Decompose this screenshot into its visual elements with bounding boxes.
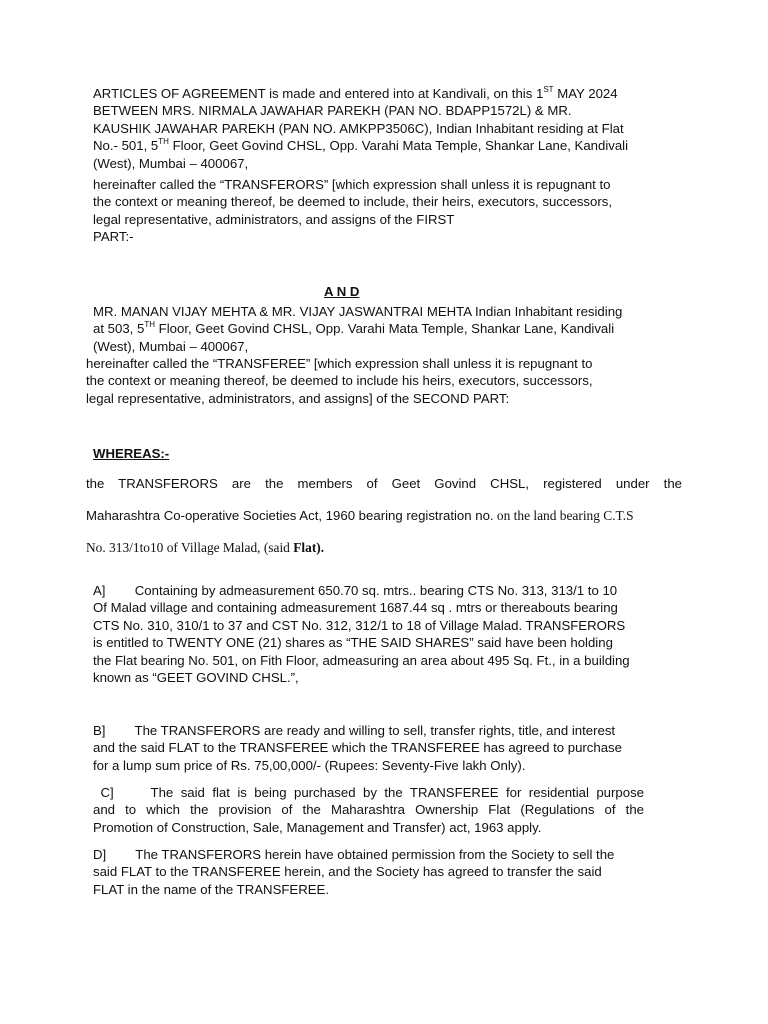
text-line: Promotion of Construction, Sale, Management and Transfer) act, 1963 apply. xyxy=(93,819,542,835)
text-line: PART:- xyxy=(93,229,134,245)
text-line: MR. MANAN VIJAY MEHTA & MR. VIJAY JASWANTRAI MEHTA Indian Inhabitant residing xyxy=(93,304,623,319)
text-line: FLAT in the name of the TRANSFEREE. xyxy=(93,881,330,897)
text-line: known as “GEET GOVIND CHSL.”, xyxy=(93,669,299,685)
intro-line: No.- 501, 5TH Floor, Geet Govind CHSL, Opp. Varahi Mata Temple, Shankar Lane, Kandivali xyxy=(93,136,629,154)
text-line: CTS No. 310, 310/1 to 37 and CST No. 312, 312/1 to 18 of Village Malad. TRANSFERORS xyxy=(93,617,626,633)
clause-a xyxy=(93,582,683,686)
whereas-line-3: No. 313/1to10 of Village Malad, (said Flat). xyxy=(86,540,325,555)
text-line: legal representative, administrators, and assigns of the FIRST xyxy=(93,211,455,227)
whereas-line-1: the TRANSFERORS are the members of Geet Govind CHSL, registered under the xyxy=(86,476,682,491)
clause-d xyxy=(93,846,683,898)
text-line: C] The said flat is being purchased by the TRANSFEREE for residential purpose xyxy=(93,785,644,800)
text-line: said FLAT to the TRANSFEREE herein, and the Society has agreed to transfer the said xyxy=(93,864,602,880)
clause-b xyxy=(93,722,683,774)
text-line: and to which the provision of the Maharashtra Ownership Flat (Regulations of the xyxy=(93,802,644,818)
whereas-line-2: Maharashtra Co-operative Societies Act, 1960 bearing registration no. on the land bearing C.T.S xyxy=(86,508,634,523)
text-line: is entitled to TWENTY ONE (21) shares as “THE SAID SHARES” said have been holding xyxy=(93,635,613,651)
text-line: at 503, 5TH Floor, Geet Govind CHSL, Opp. Varahi Mata Temple, Shankar Lane, Kandivali xyxy=(93,320,615,337)
text-line: Of Malad village and containing admeasurement 1687.44 sq . mtrs or thereabouts bearing xyxy=(93,600,618,616)
intro-paragraph xyxy=(93,85,683,172)
text-line: legal representative, administrators, and assigns] of the SECOND PART: xyxy=(86,390,510,406)
text-line: the context or meaning thereof, be deemed to include his heirs, executors, successors, xyxy=(86,373,593,389)
text-line: and the said FLAT to the TRANSFEREE which the TRANSFEREE has agreed to purchase xyxy=(93,740,622,756)
text-line: A] Containing by admeasurement 650.70 sq. mtrs.. bearing CTS No. 313, 313/1 to 10 xyxy=(93,583,618,598)
text-line: (West), Mumbai – 400067, xyxy=(93,338,249,354)
second-party-paragraph xyxy=(93,303,683,355)
and-heading: A N D xyxy=(324,284,360,299)
whereas-heading: WHEREAS:- xyxy=(93,446,170,461)
text-line: hereinafter called the “TRANSFEREE” [which expression shall unless it is repugnant to xyxy=(86,356,593,371)
text-line: D] The TRANSFERORS herein have obtained permission from the Society to sell the xyxy=(93,847,615,862)
text-line: the context or meaning thereof, be deemed to include, their heirs, executors, successors, xyxy=(93,194,612,210)
intro-line: (West), Mumbai – 400067, xyxy=(93,155,249,171)
intro-line: ARTICLES OF AGREEMENT is made and entered into at Kandivali, on this 1ST MAY 2024 xyxy=(93,84,618,101)
text-line: B] The TRANSFERORS are ready and willing to sell, transfer rights, title, and interest xyxy=(93,723,616,738)
text-line: hereinafter called the “TRANSFERORS” [which expression shall unless it is repugnant to xyxy=(93,177,611,192)
transferee-definition xyxy=(86,355,686,407)
transferors-definition xyxy=(93,176,683,246)
intro-line: BETWEEN MRS. NIRMALA JAWAHAR PAREKH (PAN NO. BDAPP1572L) & MR. xyxy=(93,103,572,119)
text-line: for a lump sum price of Rs. 75,00,000/- (Rupees: Seventy-Five lakh Only). xyxy=(93,757,526,773)
text-line: the Flat bearing No. 501, on Fith Floor, admeasuring an area about 495 Sq. Ft., in a building xyxy=(93,652,630,668)
clause-c xyxy=(93,784,644,836)
intro-line: KAUSHIK JAWAHAR PAREKH (PAN NO. AMKPP3506C), Indian Inhabitant residing at Flat xyxy=(93,120,624,136)
